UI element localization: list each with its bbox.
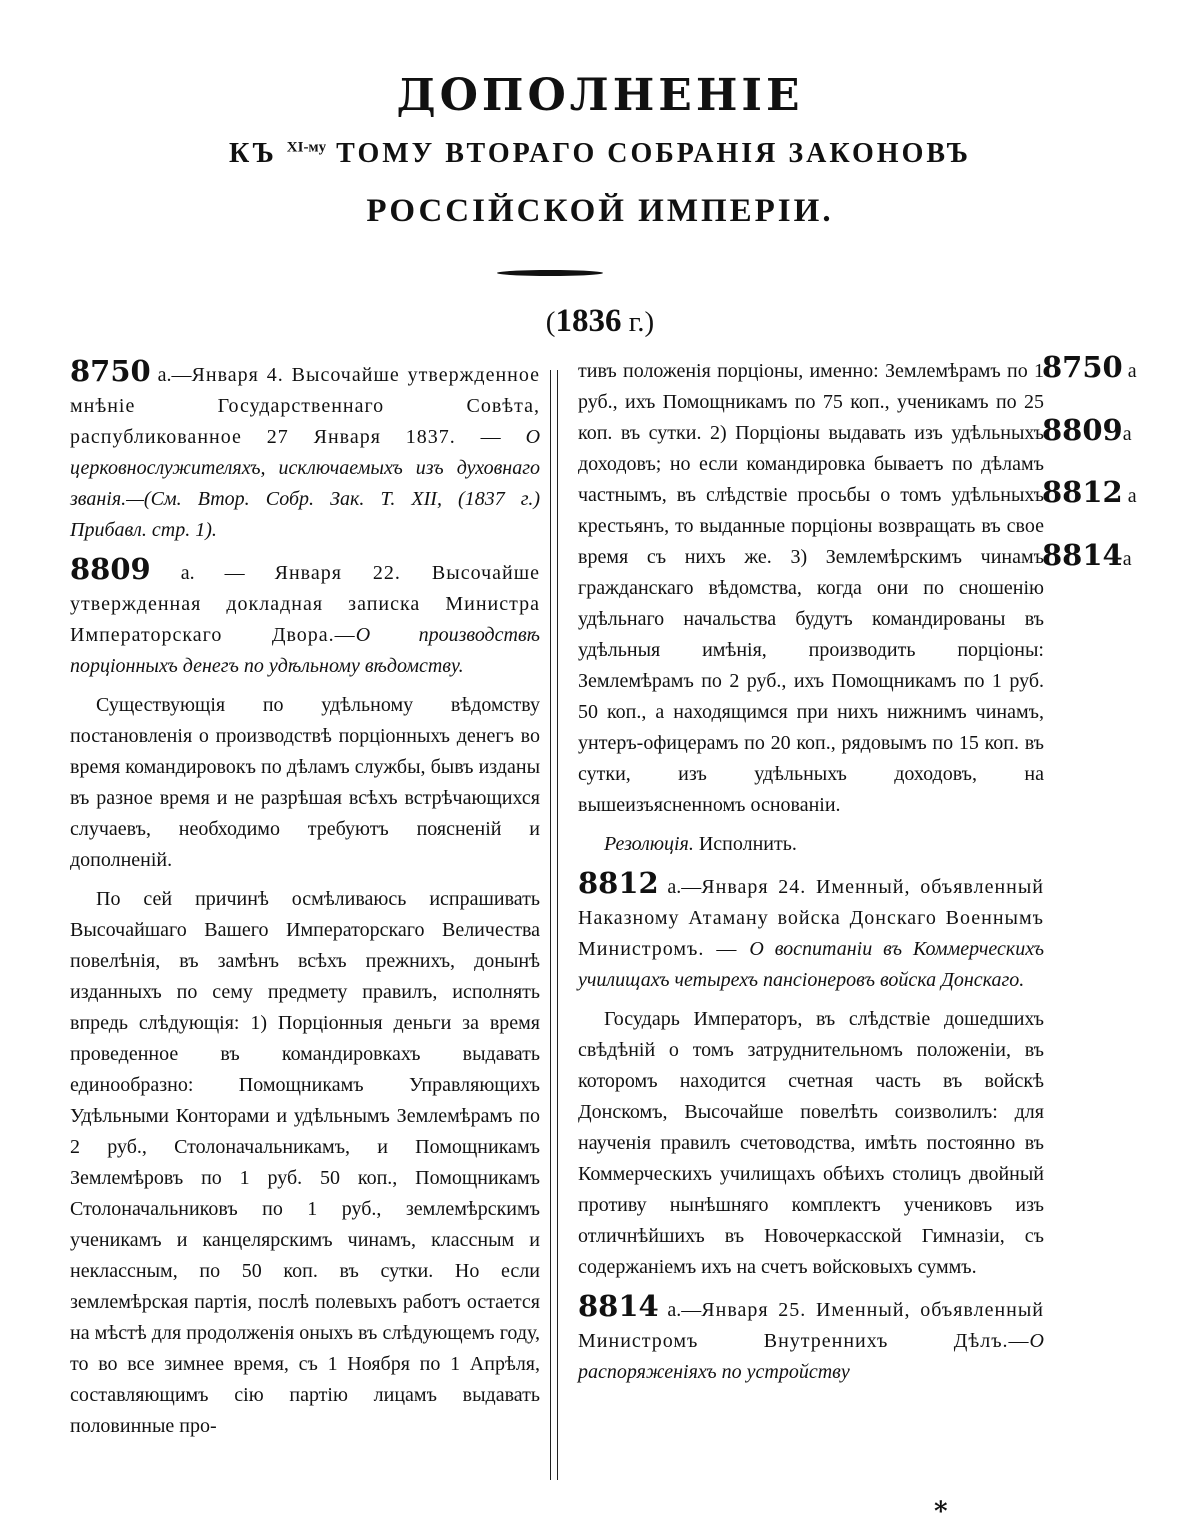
entry-title: О церковнослужителяхъ, исключаемыхъ изъ духовнаго званія.—(См. Втор. Собр. Зак. Т. XII, (1837 г.) Прибавл. стр. 1). — [70, 426, 541, 541]
resolution-text: Исполнить. — [693, 833, 797, 855]
entry-title: О производствѣ порціонныхъ денегъ по удѣльному вѣдомству. — [70, 624, 541, 677]
year-heading — [0, 303, 1200, 340]
page-title: ДОПОЛНЕНІЕ — [396, 70, 804, 121]
subtitle-sup — [287, 140, 326, 156]
margin-number-8750 — [1042, 350, 1137, 384]
paragraph: тивъ положенія порціоны, именно: Землемѣрамъ по 1 руб., ихъ Помощникамъ по 75 коп., ученикамъ по 25 коп. въ сутки. 2) Порціоны выдавать изъ удѣльныхъ доходовъ; но если командировка бываетъ по дѣламъ частнымъ, въ слѣдствіе просьбы о томъ удѣльныхъ крестьянъ, то выданные порціоны возвращать въ свое время съ нихъ же. 3) Землемѣрскимъ чинамъ гражданскаго вѣдомства, когда они по сношенію удѣльнаго начальства будутъ командированы въ удѣльныя имѣнія, производить порціоны: Землемѣрамъ по 2 руб., ихъ Помощникамъ по 1 руб. 50 коп., а находящимся при нихъ нижнимъ чинамъ, унтеръ-офицерамъ по 20 коп., рядовымъ по 15 коп. въ сутки, изъ удѣльныхъ доходовъ, на вышеизъясненномъ основаніи. — [578, 360, 1044, 816]
subtitle-sup-roman: XI — [286, 139, 304, 156]
column-divider — [550, 370, 558, 1480]
entry-head: Января 4. Высочайше утвержденное мнѣніе Государственнаго Совѣта, распубликованное 27 Января 1837. — — [70, 364, 540, 448]
entry-suffix: а. — — [150, 562, 275, 584]
entry-suffix: а.— — [150, 364, 192, 386]
margin-suffix: а — [1122, 485, 1137, 507]
subtitle-empire: РОССІЙСКОЙ ИМПЕРІИ. — [366, 193, 834, 229]
margin-number: 8812 — [1042, 475, 1123, 509]
entry-head: Января 25. Именный, объявленный Министромъ Внутреннихъ Дѣлъ.— — [578, 1299, 1044, 1352]
paragraph: Государь Императоръ, въ слѣдствіе дошедшихъ свѣдѣній о томъ затруднительномъ положеніи, въ которомъ находится счетная часть въ войскѣ Донскомъ, Высочайше повелѣть соизволилъ: для наученія правилъ счетоводства, имѣть постоянно въ Коммерческихъ училищахъ обѣихъ столицъ двойный противу нынѣшняго комплектъ учениковъ изъ отличнѣйшихъ въ Новочеркасской Гимназіи, съ содержаніемъ ихъ на счетъ войсковыхъ суммъ. — [578, 1008, 1044, 1278]
resolution-label: Резолюція. — [604, 833, 694, 855]
left-column — [70, 356, 540, 1450]
entry-head: Января 24. Именный, объявленный Наказному Атаману войска Донскаго Военнымъ Министромъ. — — [578, 876, 1044, 960]
right-column — [578, 356, 1044, 1396]
margin-suffix: а — [1122, 423, 1132, 445]
year-open: ( — [545, 306, 556, 338]
entry-head: Января 22. Высочайше утвержденная докладная записка Министра Императорскаго Двора.— — [70, 562, 540, 646]
subtitle — [0, 138, 1200, 170]
year-number: 1836 — [555, 303, 622, 339]
subtitle-prefix: КЪ — [229, 138, 287, 169]
subtitle-rest: ТОМУ ВТОРАГО СОБРАНІЯ ЗАКОНОВЪ — [326, 138, 971, 169]
paragraph: Существующія по удѣльному вѣдомству постановленія о производствѣ порціонныхъ денегъ во время командировокъ по дѣламъ службы, бывъ изданы въ разное время и не разрѣшая всѣхъ встрѣчающихся случаевъ, необходимо требуютъ поясненій и дополненій. — [70, 694, 540, 871]
margin-number: 8814 — [1042, 538, 1123, 572]
entry-number: 8750 — [70, 354, 151, 388]
entry-8814 — [578, 1291, 1044, 1388]
margin-number-8812 — [1042, 475, 1137, 509]
paragraph: По сей причинѣ осмѣливаюсь испрашивать Высочайшаго Вашего Императорскаго Величества повелѣнія, въ замѣнъ всѣхъ прежнихъ, донынѣ изданныхъ по сему предмету правилъ, исполнять впредь слѣдующія: 1) Порціонныя деньги за время проведенное въ командировкахъ выдавать единообразно: Помощникамъ Управляющихъ Удѣльными Конторами и удѣльнымъ Землемѣрамъ по 2 руб., Столоначальникамъ, и Помощникамъ Землемѣровъ по 1 руб. 50 коп., Помощникамъ Столоначальниковъ по 1 руб., землемѣрскимъ ученикамъ и канцелярскимъ чинамъ, классным и неклассным, по 50 коп. въ сутки. Но если землемѣрская партія, послѣ полевыхъ работъ остается на мѣстѣ для продолженія оныхъ въ слѣдующемъ году, то во все зимнее время, съ 1 Ноября по 1 Апрѣля, составляющимъ сію партію лицамъ выдавать половинные про- — [70, 888, 540, 1437]
entry-8809 — [70, 554, 540, 682]
entry-number: 8809 — [70, 552, 151, 586]
entry-number: 8812 — [578, 866, 659, 900]
entry-8812 — [578, 868, 1044, 996]
year-close: г.) — [621, 306, 655, 338]
entry-title: О воспитаніи въ Коммерческихъ училищахъ четырехъ пансіонеровъ войска Донскаго. — [578, 938, 1045, 991]
margin-suffix: а — [1122, 548, 1132, 570]
entry-suffix: а.— — [658, 876, 702, 898]
subtitle-sup-suffix: -му — [303, 139, 327, 156]
entry-8750 — [70, 356, 540, 546]
decorative-rule — [497, 270, 603, 276]
entry-suffix: а.— — [658, 1299, 702, 1321]
footer-mark: * — [934, 1497, 948, 1527]
margin-number: 8750 — [1042, 350, 1123, 384]
margin-number-8809 — [1042, 413, 1132, 447]
resolution — [578, 829, 1044, 860]
entry-title: О распоряженіяхъ по устройству — [578, 1330, 1044, 1383]
margin-suffix: а — [1122, 360, 1137, 382]
margin-number: 8809 — [1042, 413, 1123, 447]
entry-number: 8814 — [578, 1289, 659, 1323]
margin-number-8814 — [1042, 538, 1132, 572]
